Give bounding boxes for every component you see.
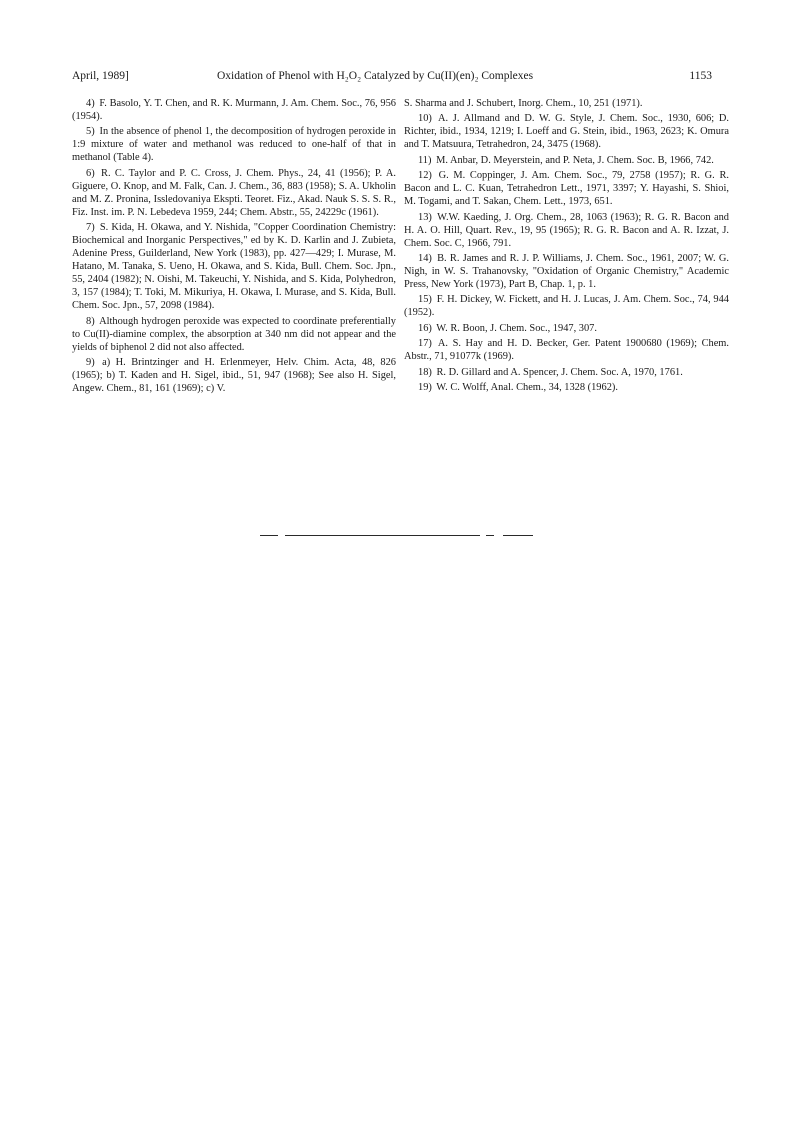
reference-item (404, 169, 729, 208)
reference-item (72, 356, 396, 395)
reference-text: G. M. Coppinger, J. Am. Chem. Soc., 79, 2758 (1957); R. G. R. Bacon and L. C. Kuan, Tetrahedron Lett., 1971, 3397; Y. Hayashi, S. Shioi, M. Togami, and T. Sakan, Chem. Lett., 1973, 651. (404, 170, 729, 208)
reference-item (404, 381, 729, 394)
reference-number: 4) (86, 98, 95, 109)
reference-number: 7) (86, 222, 95, 234)
reference-text: M. Anbar, D. Meyerstein, and P. Neta, J. Chem. Soc. B, 1966, 742. (436, 154, 714, 166)
reference-text: Although hydrogen peroxide was expected to coordinate preferentially to Cu(II)-diamine complex, the absorption at 340 nm did not appear and the yields of biphenol 2 did not also affected. (72, 315, 396, 353)
reference-number: 6) (86, 167, 95, 179)
running-header (72, 70, 712, 86)
reference-item (404, 252, 729, 291)
reference-text: A. S. Hay and H. D. Becker, Ger. Patent 1900680 (1969); Chem. Abstr., 71, 91077k (1969). (404, 338, 729, 363)
reference-text: W. C. Wolff, Anal. Chem., 34, 1328 (1962). (436, 381, 618, 393)
reference-item (404, 293, 729, 319)
reference-number: 16) (418, 322, 432, 334)
page-number: 1153 (689, 70, 712, 82)
reference-item (404, 112, 729, 151)
reference-number: 12) (418, 170, 432, 182)
reference-text: W. R. Boon, J. Chem. Soc., 1947, 307. (436, 322, 597, 334)
reference-item (72, 125, 396, 164)
reference-text: F. Basolo, Y. T. Chen, and R. K. Murmann, J. Am. Chem. Soc., 76, 956 (1954). (72, 98, 396, 122)
reference-item (404, 211, 729, 250)
header-title: Oxidation of Phenol with H₂O₂ Catalyzed by Cu(II)(en)₂ Complexes (217, 70, 534, 82)
reference-text: R. C. Taylor and P. C. Cross, J. Chem. Phys., 24, 41 (1956); P. A. Giguere, O. Knop, and M. Falk, Can. J. Chem., 36, 883 (1958); S. A. Ukholin and M. Z. Pronina, Issledovaniya Ekspti. Teoret. Fiz., Akad. Nauk S. S. S. R., Fiz. Inst. im. P. N. Lebedeva 1959, 244; Chem. Abstr., 55, 24229c (1961). (72, 167, 396, 218)
reference-number: 8) (86, 315, 95, 327)
reference-text: S. Kida, H. Okawa, and Y. Nishida, "Copper Coordination Chemistry: Biochemical and Inorganic Perspectives," ed by K. D. Karlin and J. Zubieta, Adenine Press, Guilderland, New York (1983), pp. 427—429; I. Murase, M. Hatano, M. Tanaka, S. Ueno, H. Okawa, and S. Kida, Bull. Chem. Soc. Jpn., 55, 2404 (1982); N. Oishi, M. Takeuchi, Y. Nishida, and S. Kida, Polyhedron, 3, 157 (1984); T. Toki, M. Mikuriya, H. Okawa, I. Murase, and S. Kida, Bull. Chem. Soc. Jpn., 57, 2098 (1984). (72, 222, 396, 312)
references-left-column (72, 97, 396, 397)
reference-number: 18) (418, 366, 432, 378)
reference-text: R. D. Gillard and A. Spencer, J. Chem. Soc. A, 1970, 1761. (436, 366, 683, 378)
reference-item (72, 221, 396, 312)
reference-item (404, 322, 729, 335)
reference-continuation (404, 97, 729, 110)
references-right-column (404, 97, 729, 396)
end-rule-segment (486, 535, 494, 536)
reference-number: 15) (418, 294, 432, 306)
end-rule-segment (285, 535, 480, 536)
reference-number: 9) (86, 356, 95, 368)
header-date: April, 1989] (72, 70, 129, 82)
reference-number: 11) (418, 154, 432, 166)
reference-number: 14) (418, 252, 432, 264)
reference-text: F. H. Dickey, W. Fickett, and H. J. Lucas, J. Am. Chem. Soc., 74, 944 (1952). (404, 294, 729, 319)
reference-item (72, 167, 396, 219)
reference-item (404, 154, 729, 167)
reference-item (404, 366, 729, 379)
reference-number: 19) (418, 381, 432, 393)
reference-text: In the absence of phenol 1, the decomposition of hydrogen peroxide in 1:9 mixture of water and methanol was reduced to one-half of that in methanol (Table 4). (72, 126, 396, 164)
reference-item (72, 97, 396, 123)
reference-number: 13) (418, 211, 432, 223)
reference-text: A. J. Allmand and D. W. G. Style, J. Chem. Soc., 1930, 606; D. Richter, ibid., 1934, 1219; I. Loeff and G. Stein, ibid., 1963, 2623; K. Omura and T. Matsuura, Tetrahedron, 24, 3475 (1968). (404, 113, 729, 151)
reference-number: 5) (86, 126, 95, 138)
reference-text: W.W. Kaeding, J. Org. Chem., 28, 1063 (1963); R. G. R. Bacon and H. A. O. Hill, Quart. Rev., 19, 95 (1965); R. G. R. Bacon and A. R. Izzat, J. Chem. Soc. C, 1966, 791. (404, 211, 729, 249)
reference-item (404, 337, 729, 363)
reference-number: 17) (418, 338, 432, 350)
reference-text: a) H. Brintzinger and H. Erlenmeyer, Helv. Chim. Acta, 48, 826 (1965); b) T. Kaden and H. Sigel, ibid., 51, 947 (1968); See also H. Sigel, Angew. Chem., 81, 161 (1969); c) V. (72, 356, 396, 394)
reference-text: S. Sharma and J. Schubert, Inorg. Chem., 10, 251 (1971). (404, 98, 643, 109)
reference-number: 10) (418, 113, 432, 125)
end-rule-segment (503, 535, 533, 536)
end-rule-segment (260, 535, 278, 536)
reference-item (72, 315, 396, 354)
reference-text: B. R. James and R. J. P. Williams, J. Chem. Soc., 1961, 2007; W. G. Nigh, in W. S. Trahanovsky, "Oxidation of Organic Chemistry," Academic Press, New York (1973), Part B, Chap. 1, p. 1. (404, 252, 729, 290)
